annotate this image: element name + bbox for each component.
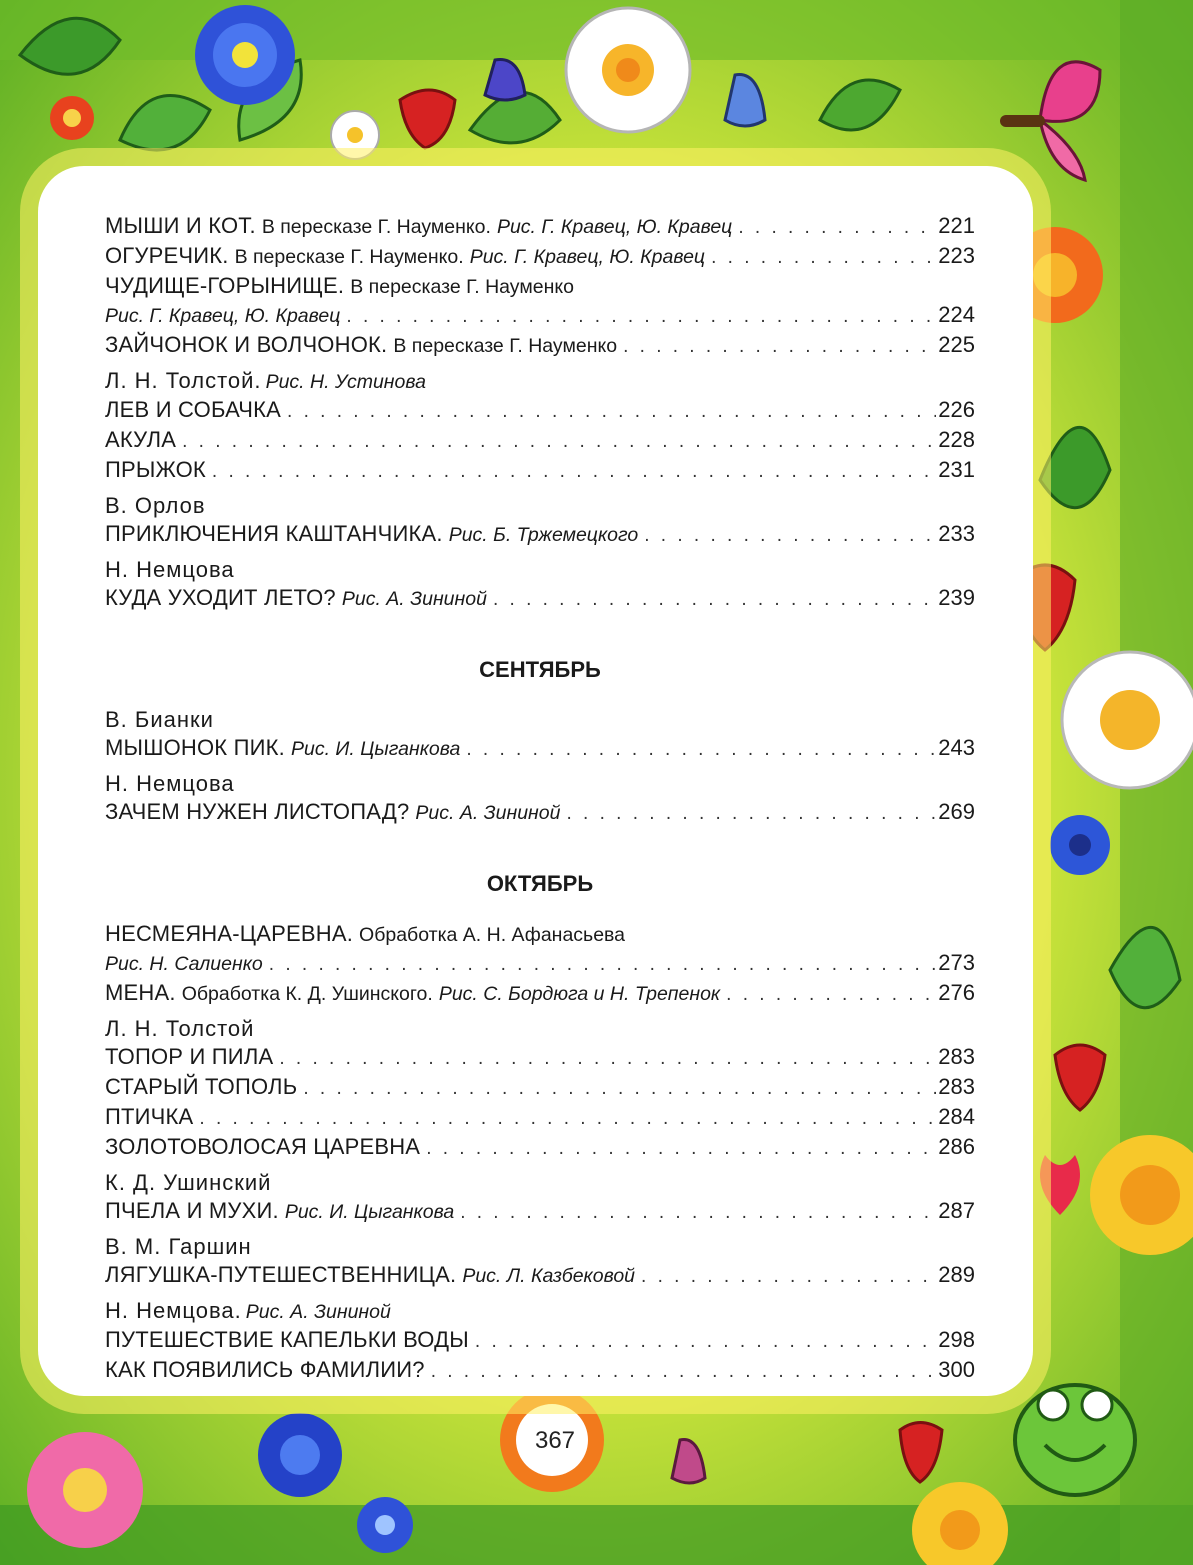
author-line: [105, 1233, 975, 1261]
toc-entry[interactable]: [105, 456, 975, 486]
illustrator-credit: Рис. Г. Кравец, Ю. Кравец: [469, 246, 706, 268]
entry-page-number: 289: [938, 1262, 975, 1287]
entry-page-number: 233: [938, 521, 975, 546]
illustrator-credit: Рис. А. Зининой: [415, 802, 561, 824]
illustrator-credit: Рис. Н. Устинова: [265, 371, 426, 393]
entry-note: В пересказе Г. Науменко: [350, 276, 574, 298]
toc-entry[interactable]: [105, 1133, 975, 1163]
illustrator-credit: Рис. Г. Кравец, Ю. Кравец: [496, 216, 733, 238]
illustrator-credit: Рис. И. Цыганкова: [284, 1201, 455, 1223]
entry-title: СТАРЫЙ ТОПОЛЬ: [105, 1074, 298, 1099]
entry-title: ПЧЕЛА И МУХИ.: [105, 1198, 279, 1223]
toc-entry[interactable]: [105, 734, 975, 764]
toc-entry[interactable]: [105, 242, 975, 272]
illustrator-credit: Рис. Г. Кравец, Ю. Кравец: [105, 305, 341, 327]
entry-title: АКУЛА: [105, 427, 177, 452]
leader-dots: [346, 303, 936, 331]
author-name: Л. Н. Толстой: [105, 1016, 255, 1041]
leader-dots: [623, 333, 936, 361]
section-heading: ОКТЯБРЬ: [486, 871, 594, 896]
leader-dots: [466, 736, 936, 764]
leader-dots: [738, 214, 936, 242]
toc-entry[interactable]: [105, 212, 975, 242]
entry-page-number: 283: [938, 1044, 975, 1069]
entry-note: В пересказе Г. Науменко: [393, 335, 618, 357]
entry-note: Обработка К. Д. Ушинского.: [181, 983, 433, 1005]
toc-entry[interactable]: [105, 1197, 975, 1227]
entry-page-number: 221: [938, 213, 975, 238]
leader-dots: [199, 1105, 936, 1133]
entry-title: ПУТЕШЕСТВИЕ КАПЕЛЬКИ ВОДЫ: [105, 1327, 469, 1352]
author-name: В. Орлов: [105, 493, 206, 518]
toc-entry[interactable]: [105, 949, 975, 979]
author-name: В. Бианки: [105, 707, 214, 732]
entry-title: КУДА УХОДИТ ЛЕТО?: [105, 585, 336, 610]
entry-title: ПРЫЖОК: [105, 457, 206, 482]
entry-page-number: 273: [938, 950, 975, 975]
illustrator-credit: Рис. А. Зининой: [245, 1301, 391, 1323]
leader-dots: [644, 522, 936, 550]
entry-page-number: 226: [938, 397, 975, 422]
leader-dots: [566, 800, 936, 828]
toc-entry[interactable]: [105, 426, 975, 456]
entry-page-number: 225: [938, 332, 975, 357]
toc-entry[interactable]: [105, 520, 975, 550]
author-name: Н. Немцова: [105, 771, 235, 796]
author-name: В. М. Гаршин: [105, 1234, 252, 1259]
entry-title: МЕНА.: [105, 980, 176, 1005]
leader-dots: [711, 244, 936, 272]
entry-note: Обработка А. Н. Афанасьева: [359, 924, 626, 946]
entry-title: ПТИЧКА: [105, 1104, 194, 1129]
leader-dots: [212, 458, 936, 486]
author-line: [105, 706, 975, 734]
entry-title: ОГУРЕЧИК.: [105, 243, 229, 268]
leader-dots: [493, 586, 936, 614]
entry-title: ЗАЧЕМ НУЖЕН ЛИСТОПАД?: [105, 799, 410, 824]
leader-dots: [426, 1135, 936, 1163]
entry-page-number: 287: [938, 1198, 975, 1223]
author-name: Н. Немцова.: [105, 1298, 242, 1323]
toc-entry[interactable]: [105, 1103, 975, 1133]
leader-dots: [287, 398, 936, 426]
toc-entry-heading: [105, 920, 975, 949]
toc-entry[interactable]: [105, 1261, 975, 1291]
daisy-icon: [566, 8, 690, 132]
entry-page-number: 284: [938, 1104, 975, 1129]
entry-title: ПРИКЛЮЧЕНИЯ КАШТАНЧИКА.: [105, 521, 443, 546]
entry-title: ЗАЙЧОНОК И ВОЛЧОНОК.: [105, 332, 388, 357]
author-line: [105, 492, 975, 520]
toc-entry[interactable]: [105, 1356, 975, 1386]
entry-title: ТОПОР И ПИЛА: [105, 1044, 274, 1069]
entry-page-number: 300: [938, 1357, 975, 1382]
leader-dots: [460, 1199, 936, 1227]
toc-entry[interactable]: [105, 301, 975, 331]
entry-page-number: 228: [938, 427, 975, 452]
toc-entry[interactable]: [105, 1326, 975, 1356]
leader-dots: [279, 1045, 936, 1073]
leader-dots: [431, 1358, 937, 1386]
author-line: [105, 770, 975, 798]
entry-page-number: 286: [938, 1134, 975, 1159]
author-name: Л. Н. Толстой.: [105, 368, 262, 393]
author-line: [105, 1015, 975, 1043]
author-name: Н. Немцова: [105, 557, 235, 582]
illustrator-credit: Рис. А. Зининой: [341, 588, 487, 610]
entry-title: ЛЯГУШКА-ПУТЕШЕСТВЕННИЦА.: [105, 1262, 457, 1287]
toc-entry[interactable]: [105, 1073, 975, 1103]
leader-dots: [726, 981, 936, 1009]
entry-page-number: 276: [938, 980, 975, 1005]
author-line: [105, 367, 975, 396]
illustrator-credit: Рис. С. Бордюга и Н. Трепенок: [438, 983, 721, 1005]
entry-note: В пересказе Г. Науменко.: [261, 216, 491, 238]
toc-entry[interactable]: [105, 979, 975, 1009]
entry-page-number: 283: [938, 1074, 975, 1099]
toc-entry-heading: [105, 272, 975, 301]
leader-dots: [475, 1328, 936, 1356]
illustrator-credit: Рис. Л. Казбековой: [462, 1265, 636, 1287]
entry-title: ЧУДИЩЕ-ГОРЫНИЩЕ.: [105, 273, 345, 298]
table-of-contents: [105, 212, 975, 1386]
entry-page-number: 298: [938, 1327, 975, 1352]
leader-dots: [303, 1075, 936, 1103]
entry-page-number: 239: [938, 585, 975, 610]
entry-title: ЛЕВ И СОБАЧКА: [105, 397, 282, 422]
leader-dots: [182, 428, 936, 456]
entry-note: В пересказе Г. Науменко.: [234, 246, 464, 268]
entry-title: ЗОЛОТОВОЛОСАЯ ЦАРЕВНА: [105, 1134, 421, 1159]
entry-page-number: 269: [938, 799, 975, 824]
entry-title: МЫШОНОК ПИК.: [105, 735, 285, 760]
illustrator-credit: Рис. Н. Салиенко: [105, 953, 263, 975]
toc-entry[interactable]: [105, 1043, 975, 1073]
toc-entry[interactable]: [105, 331, 975, 361]
entry-title: НЕСМЕЯНА-ЦАРЕВНА.: [105, 921, 354, 946]
author-name: К. Д. Ушинский: [105, 1170, 272, 1195]
toc-entry[interactable]: [105, 396, 975, 426]
section-heading: СЕНТЯБРЬ: [479, 657, 601, 682]
frog-icon: [1015, 1385, 1135, 1495]
entry-page-number: 224: [938, 302, 975, 327]
toc-entry[interactable]: [105, 584, 975, 614]
entry-page-number: 243: [938, 735, 975, 760]
page-number: 367: [534, 1427, 576, 1454]
entry-page-number: 223: [938, 243, 975, 268]
leader-dots: [269, 951, 937, 979]
illustrator-credit: Рис. Б. Тржемецкого: [448, 524, 639, 546]
author-line: [105, 1297, 975, 1326]
author-line: [105, 1169, 975, 1197]
entry-title: КАК ПОЯВИЛИСЬ ФАМИЛИИ?: [105, 1357, 425, 1382]
toc-entry[interactable]: [105, 798, 975, 828]
entry-page-number: 231: [938, 457, 975, 482]
author-line: [105, 556, 975, 584]
illustrator-credit: Рис. И. Цыганкова: [290, 738, 461, 760]
entry-title: МЫШИ И КОТ.: [105, 213, 256, 238]
leader-dots: [641, 1263, 936, 1291]
